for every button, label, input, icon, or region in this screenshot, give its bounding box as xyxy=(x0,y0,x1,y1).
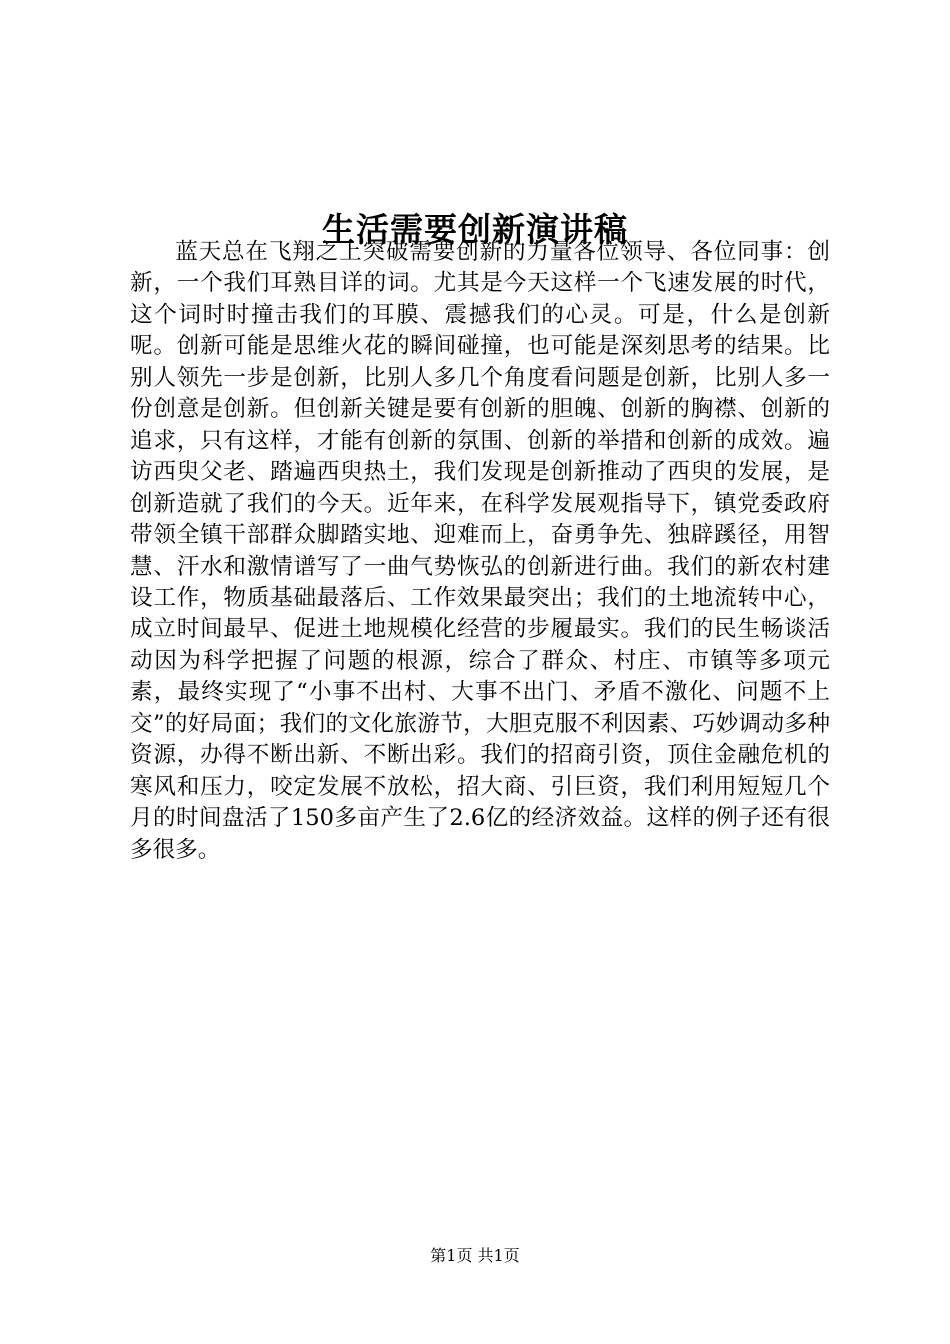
document-body-paragraph: 蓝天总在飞翔之上突破需要创新的力量各位领导、各位同事：创新，一个我们耳熟目详的词。尤其是今天这样一个飞速发展的时代，这个词时时撞击我们的耳膜、震撼我们的心灵。可是，什么是创新呢。创新可能是思维火花的瞬间碰撞，也可能是深刻思考的结果。比别人领先一步是创新，比别人多几个角度看问题是创新，比别人多一份创意是创新。但创新关键是要有创新的胆魄、创新的胸襟、创新的追求，只有这样，才能有创新的氛围、创新的举措和创新的成效。遍访西臾父老、踏遍西臾热土，我们发现是创新推动了西臾的发展，是创新造就了我们的今天。近年来，在科学发展观指导下，镇党委政府带领全镇干部群众脚踏实地、迎难而上，奋勇争先、独辟蹊径，用智慧、汗水和激情谱写了一曲气势恢弘的创新进行曲。我们的新农村建设工作，物质基础最落后、工作效果最突出；我们的土地流转中心，成立时间最早、促进土地规模化经营的步履最实。我们的民生畅谈活动因为科学把握了问题的根源，综合了群众、村庄、市镇等多项元素，最终实现了“小事不出村、大事不出门、矛盾不激化、问题不上交”的好局面；我们的文化旅游节，大胆克服不利因素、巧妙调动多种资源，办得不断出新、不断出彩。我们的招商引资，顶住金融危机的寒风和压力，咬定发展不放松，招大商、引巨资，我们利用短短几个月的时间盘活了150多亩产生了2.6亿的经济效益。这样的例子还有很多很多。 xyxy=(130,239,830,863)
document-title: 生活需要创新演讲稿 xyxy=(322,210,628,250)
page-footer: 第1页 共1页 xyxy=(430,1246,520,1265)
